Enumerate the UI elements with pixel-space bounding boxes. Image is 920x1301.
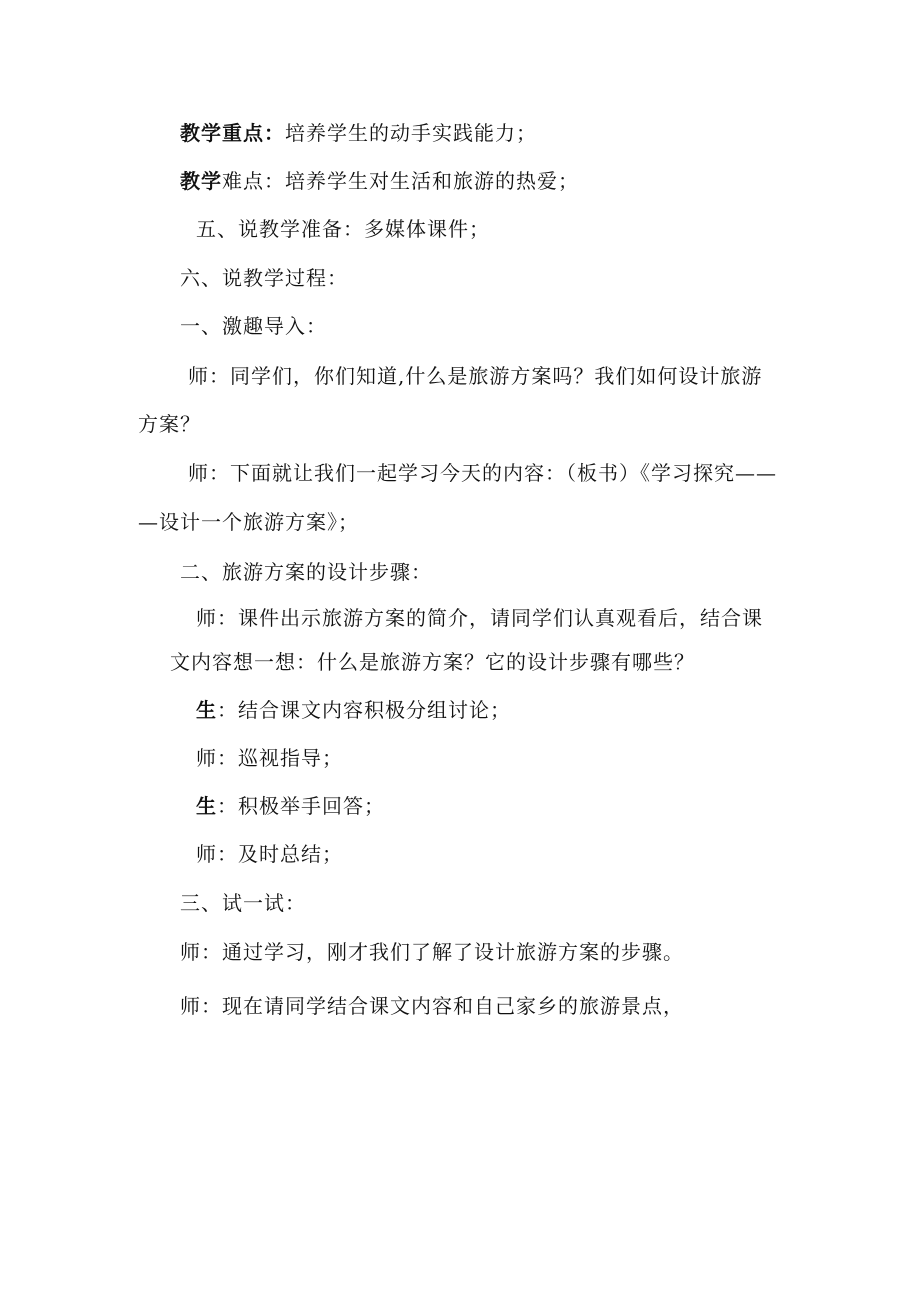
paragraph3-line2: 文内容想一想：什么是旅游方案？它的设计步骤有哪些？ — [170, 650, 695, 674]
paragraph4: 师：通过学习，刚才我们了解了设计旅游方案的步骤。 — [180, 940, 684, 964]
paragraph2-line1: 师：下面就让我们一起学习今天的内容：（板书）《学习探究—— — [188, 461, 777, 485]
paragraph1-line1: 师：同学们，你们知道,什么是旅游方案吗？我们如何设计旅游 — [188, 364, 763, 388]
paragraph5: 师：现在请同学结合课文内容和自己家乡的旅游景点， — [180, 994, 684, 1018]
teacher-line2: 师：及时总结； — [196, 842, 343, 866]
student-text-2: ：积极举手回答； — [217, 794, 385, 818]
paragraph2-line2: —设计一个旅游方案》； — [138, 510, 359, 534]
key-point-line — [180, 119, 537, 147]
student-label-1: 生 — [196, 698, 217, 722]
section3-heading: 三、试一试： — [180, 891, 306, 915]
paragraph1-line2: 方案？ — [138, 412, 201, 436]
difficult-point-line — [180, 167, 579, 195]
student-text-1: ：结合课文内容积极分组讨论； — [217, 698, 511, 722]
difficult-point-label-bold: 教学 — [180, 169, 222, 193]
key-point-label: 教学重点： — [180, 121, 285, 145]
teacher-line1: 师：巡视指导； — [196, 746, 343, 770]
process-heading: 六、说教学过程： — [180, 266, 348, 290]
paragraph3-line1: 师：课件出示旅游方案的简介，请同学们认真观看后，结合课 — [196, 606, 763, 630]
student-line1 — [196, 696, 511, 724]
student-label-2: 生 — [196, 794, 217, 818]
section1-heading: 一、激趣导入： — [180, 314, 327, 338]
difficult-point-label-rest: 难点： — [222, 169, 285, 193]
key-point-text: 培养学生的动手实践能力； — [285, 121, 537, 145]
prep-line: 五、说教学准备：多媒体课件； — [196, 217, 490, 241]
student-line2 — [196, 792, 385, 820]
difficult-point-text: 培养学生对生活和旅游的热爱； — [285, 169, 579, 193]
section2-heading: 二、旅游方案的设计步骤： — [180, 560, 432, 584]
